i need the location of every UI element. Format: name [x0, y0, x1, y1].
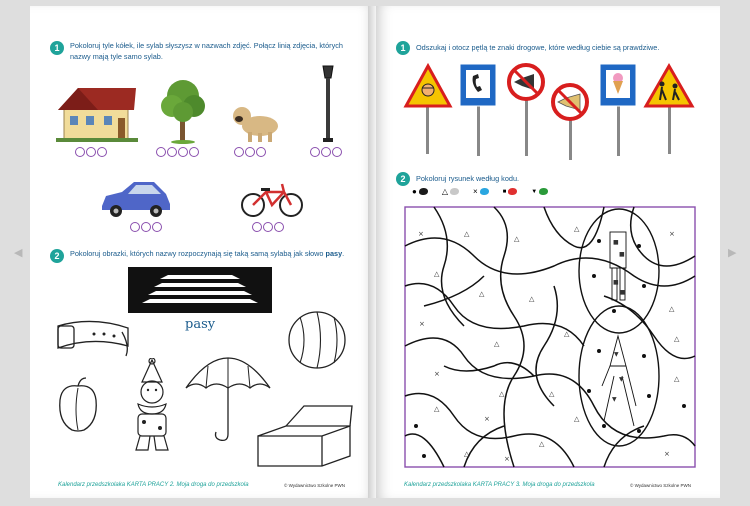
svg-text:■: ■: [613, 279, 619, 286]
sign-children-crossing[interactable]: [646, 66, 692, 154]
legend-symbol: △: [441, 187, 448, 196]
task2-keyword: pasy: [325, 249, 343, 258]
right-page: [376, 6, 720, 498]
svg-text:△: △: [434, 270, 440, 278]
ball-drawing: [286, 309, 348, 371]
task2-header: [50, 249, 370, 263]
pasy-word: pasy: [185, 317, 216, 332]
syllable-circles-house[interactable]: [75, 147, 107, 157]
house-image: [56, 84, 138, 144]
svg-text:△: △: [674, 375, 680, 383]
task2-text: Pokoloruj obrazki, których nazwy rozpoczynają się taką samą sylabą jak słowo: [70, 249, 326, 258]
right-task2-instructions: Pokoloruj rysunek według kodu.: [416, 174, 520, 183]
svg-text:■: ■: [613, 239, 619, 246]
legend-item-down-triangle: [531, 188, 548, 195]
svg-text:△: △: [669, 305, 675, 313]
svg-text:×: ×: [484, 415, 490, 423]
bicycle-image: [240, 178, 304, 220]
pepper-drawing: [56, 376, 100, 434]
syllable-circles-car[interactable]: [130, 222, 162, 232]
legend-symbol: ▼: [531, 188, 538, 195]
svg-text:×: ×: [434, 370, 440, 378]
right-task1-instructions: Odszukaj i otocz pętlą te znaki drogowe, które według ciebie są prawdziwe.: [416, 43, 660, 52]
svg-text:△: △: [464, 230, 470, 238]
left-page: [30, 6, 375, 498]
dog-image: [230, 102, 282, 144]
street-lamp-image: [320, 64, 336, 144]
clown-drawing: [120, 358, 182, 454]
sign-phone[interactable]: [460, 64, 496, 156]
sign-no-horn[interactable]: [509, 65, 543, 156]
paint-blob-icon: [539, 188, 548, 195]
sign-warning-child[interactable]: [406, 66, 450, 154]
svg-text:△: △: [434, 405, 440, 413]
syllable-circles-dog[interactable]: [234, 147, 266, 157]
car-image: [98, 176, 174, 218]
svg-text:×: ×: [418, 230, 424, 238]
svg-text:×: ×: [669, 230, 675, 238]
right-task1-header: [396, 41, 706, 55]
svg-text:△: △: [499, 390, 505, 398]
syllable-circles-tree[interactable]: [156, 147, 199, 157]
color-by-code-picture[interactable]: [404, 206, 696, 468]
legend-symbol: ×: [473, 187, 478, 196]
legend-symbol: ●: [412, 187, 417, 196]
svg-text:■: ■: [620, 289, 626, 296]
task2-instructions: [70, 249, 344, 260]
svg-text:△: △: [479, 290, 485, 298]
paint-blob-icon: [508, 188, 517, 195]
svg-text:△: △: [564, 330, 570, 338]
paint-blob-icon: [450, 188, 459, 195]
color-code-legend: [412, 187, 548, 196]
tree-image: [158, 76, 208, 144]
crosswalk-image: [128, 267, 272, 313]
svg-text:△: △: [549, 390, 555, 398]
prev-page-arrow[interactable]: ◀: [14, 246, 23, 259]
svg-text:△: △: [529, 295, 535, 303]
paint-blob-icon: [480, 188, 489, 195]
svg-text:△: △: [514, 235, 520, 243]
task1-line1: Pokoloruj tyle kółek, ile sylab słyszysz w nazwach zdjęć. Połącz linią zdjęcia, których: [70, 41, 343, 50]
task2-text-end: .: [342, 249, 345, 258]
task1-header: [50, 41, 365, 62]
next-page-arrow[interactable]: ▶: [728, 246, 737, 259]
svg-text:△: △: [574, 415, 580, 423]
svg-text:▼: ▼: [619, 376, 624, 383]
right-task2-header: [396, 172, 706, 186]
svg-text:×: ×: [419, 320, 425, 328]
task1-instructions: [70, 41, 343, 62]
legend-item-cross: [473, 187, 489, 196]
left-copyright: © Wydawnictwo Szkolne PWN: [284, 483, 346, 488]
sign-ice-cream[interactable]: [600, 64, 636, 156]
svg-text:■: ■: [619, 251, 625, 258]
legend-item-square: [503, 188, 518, 195]
left-footer: Kalendarz przedszkolaka KARTA PRACY 2. Moja droga do przedszkola: [58, 482, 249, 488]
sign-no-trumpet[interactable]: [553, 85, 587, 160]
svg-text:×: ×: [664, 450, 670, 458]
svg-text:△: △: [494, 340, 500, 348]
svg-text:△: △: [464, 450, 470, 458]
legend-item-triangle: [442, 187, 459, 196]
task1-line2: nazwy mają tyle samo sylab.: [70, 51, 163, 61]
syllable-circles-bicycle[interactable]: [252, 222, 284, 232]
task-number-badge: 1: [396, 41, 410, 55]
belt-drawing: [52, 312, 134, 364]
road-signs-row: [398, 62, 698, 162]
right-footer: Kalendarz przedszkolaka KARTA PRACY 3. Moja droga do przedszkola: [404, 482, 595, 488]
task-number-badge: 1: [50, 41, 64, 55]
syllable-circles-lamp[interactable]: [310, 147, 342, 157]
task-number-badge: 2: [50, 249, 64, 263]
task-number-badge: 2: [396, 172, 410, 186]
svg-text:△: △: [574, 225, 580, 233]
right-copyright: © Wydawnictwo Szkolne PWN: [630, 483, 692, 488]
svg-text:×: ×: [504, 455, 510, 463]
legend-item-dot: [412, 187, 428, 196]
paint-blob-icon: [419, 188, 428, 195]
legend-symbol: ■: [502, 188, 507, 195]
svg-text:▼: ▼: [612, 396, 617, 403]
box-drawing: [252, 402, 356, 470]
svg-text:△: △: [674, 335, 680, 343]
svg-text:▼: ▼: [614, 351, 619, 358]
svg-text:△: △: [539, 440, 545, 448]
